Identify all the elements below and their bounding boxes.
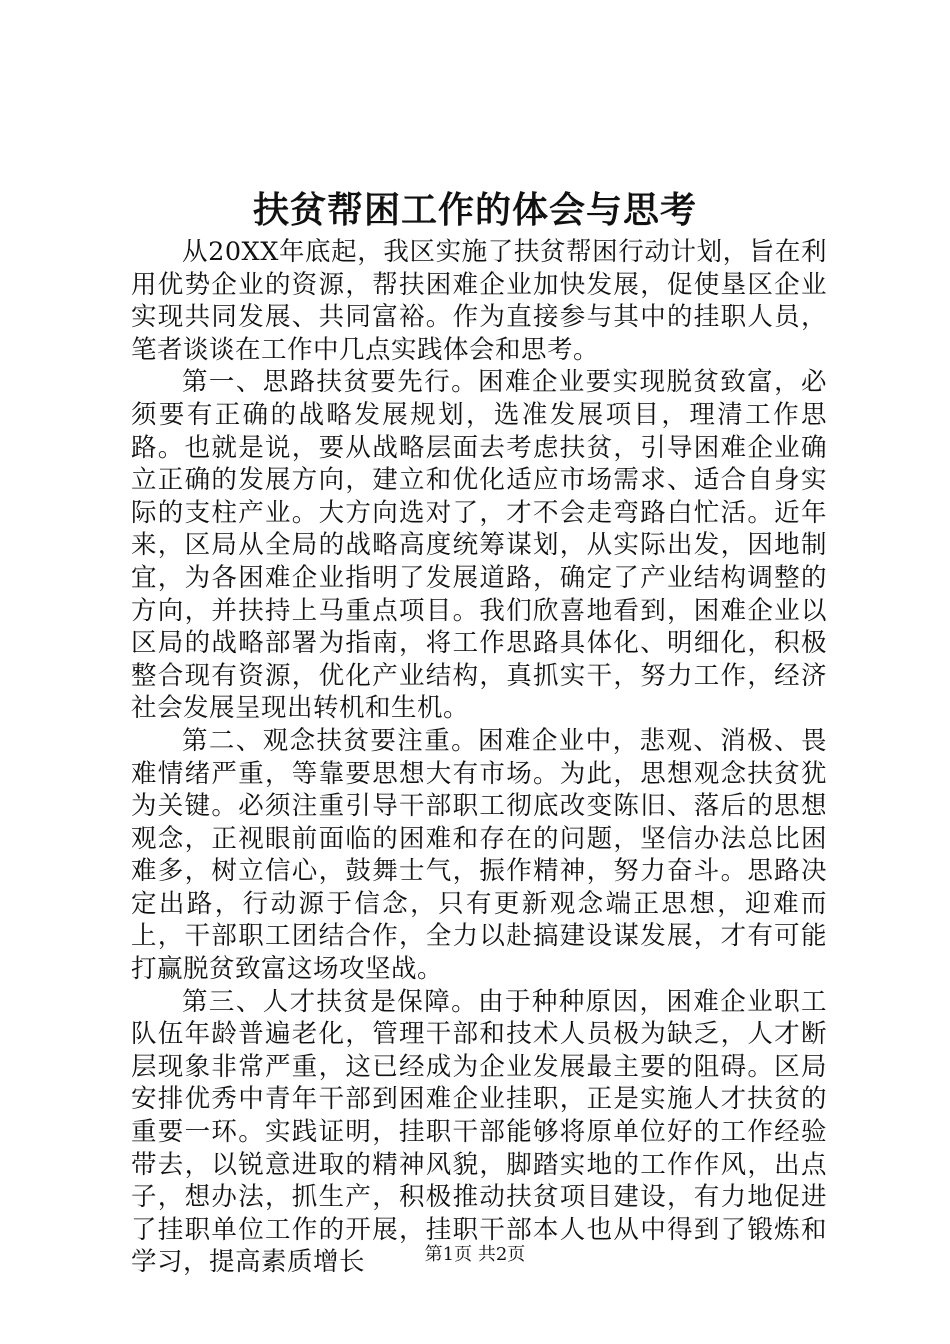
document-title: 扶贫帮困工作的体会与思考: [252, 189, 697, 231]
paragraph-second-point: 第二、观念扶贫要注重。困难企业中，悲观、消极、畏难情绪严重，等靠要思想大有市场。为此，思想观念扶贫犹为关键。必须注重引导干部职工彻底改变陈旧、落后的思想观念，正视眼前面临的困难和存在的问题，坚信办法总比困难多，树立信心，鼓舞士气，振作精神，努力奋斗。思路决定出路，行动源于信念，只有更新观念端正思想，迎难而上，干部职工团结合作，全力以赴搞建设谋发展，才有可能打赢脱贫致富这场攻坚战。: [131, 725, 827, 985]
paragraph-third-point: 第三、人才扶贫是保障。由于种种原因，困难企业职工队伍年龄普遍老化，管理干部和技术人员极为缺乏，人才断层现象非常严重，这已经成为企业发展最主要的阻碍。区局安排优秀中青年干部到困难企业挂职，正是实施人才扶贫的重要一环。实践证明，挂职干部能够将原单位好的工作经验带去，以锐意进取的精神风貌，脚踏实地的工作作风，出点子，想办法，抓生产，积极推动扶贫项目建设，有力地促进了挂职单位工作的开展，挂职干部本人也从中得到了锻炼和学习，提高素质增长: [131, 986, 827, 1278]
page-number-footer: 第1页 共2页: [424, 1244, 526, 1265]
document-body: [131, 236, 827, 1279]
paragraph-first-point: 第一、思路扶贫要先行。困难企业要实现脱贫致富，必须要有正确的战略发展规划，选准发展项目，理清工作思路。也就是说，要从战略层面去考虑扶贫，引导困难企业确立正确的发展方向，建立和优化适应市场需求、适合自身实际的支柱产业。大方向选对了，才不会走弯路白忙活。近年来，区局从全局的战略高度统筹谋划，从实际出发，因地制宜，为各困难企业指明了发展道路，确定了产业结构调整的方向，并扶持上马重点项目。我们欣喜地看到，困难企业以区局的战略部署为指南，将工作思路具体化、明细化，积极整合现有资源，优化产业结构，真抓实干，努力工作，经济社会发展呈现出转机和生机。: [131, 367, 827, 724]
paragraph-intro: 从20XX年底起，我区实施了扶贫帮困行动计划，旨在利用优势企业的资源，帮扶困难企业加快发展，促使垦区企业实现共同发展、共同富裕。作为直接参与其中的挂职人员，笔者谈谈在工作中几点实践体会和思考。: [131, 237, 827, 365]
